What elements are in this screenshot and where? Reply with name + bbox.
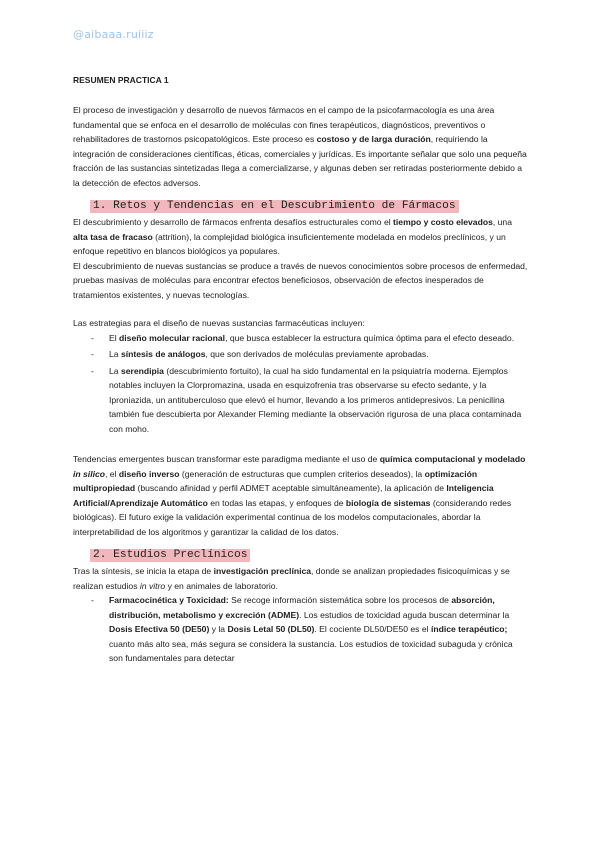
- document-page: [73, 75, 528, 668]
- section-1-paragraph-4: Tendencias emergentes buscan transformar este paradigma mediante el uso de química computacional y modelado in silico, el diseño inverso (generación de estructuras que cumplen criterios deseados), la optimización multipropiedad (buscando afinidad y perfil ADMET aceptable simultáneamente), la aplicación de Inteligencia Artificial/Aprendizaje Automático en todas las etapas, y enfoques de biología de sistemas (considerando redes biológicas). El futuro exige la validación experimental continua de los modelos computacionales, abordar la interpretabilidad de los algoritmos y garantizar la calidad de los datos.: [73, 454, 526, 537]
- document-title: RESUMEN PRACTICA 1: [73, 75, 169, 85]
- section-2-paragraph-1: Tras la síntesis, se inicia la etapa de investigación preclínica, donde se analizan propiedades fisicoquímicas y se realizan estudios in vitro y en animales de laboratorio.: [73, 566, 510, 591]
- strategies-list: [73, 331, 528, 437]
- section-1-paragraph-2: El descubrimiento de nuevas sustancias se produce a través de nuevos conocimientos sobre procesos de enfermedad, pruebas masivas de moléculas para encontrar efectos beneficiosos, observación de efectos inesperados de tratamientos existentes, y nuevas tecnologías.: [73, 260, 528, 300]
- section-2-heading: 2. Estudios Preclínicos: [90, 549, 250, 562]
- watermark: @aibaaa.ruiiiz: [73, 28, 154, 41]
- section-1-heading: 1. Retos y Tendencias en el Descubrimiento de Fármacos: [90, 200, 459, 213]
- section-1-paragraph-3: Las estrategias para el diseño de nuevas sustancias farmacéuticas incluyen:: [73, 318, 365, 328]
- section-1-paragraph-1: El descubrimiento y desarrollo de fármacos enfrenta desafíos estructurales como el tiempo y costo elevados, una alta tasa de fracaso (attrition), la complejidad biológica insuficientemente modelada en modelos preclínicos, y un enfoque repetitivo en blancos biológicos ya populares.: [73, 217, 512, 256]
- list-item: - La serendipia (descubrimiento fortuito), la cual ha sido fundamental en la psiquiatría moderna. Ejemplos notables incluyen la Clorpromazina, usada en esquizofrenia tras observarse su efecto sedante, y la Iproniazida, un antituberculoso que elevó el humor, llevando a los primeros antidepresivos. La penicilina también fue descubierta por Alexander Fleming mediante la observación rigurosa de una placa contaminada con moho.: [109, 364, 528, 437]
- preclinical-list: [73, 593, 528, 666]
- list-item: - La síntesis de análogos, que son derivados de moléculas previamente aprobadas.: [109, 347, 528, 362]
- intro-paragraph: El proceso de investigación y desarrollo de nuevos fármacos en el campo de la psicofarmacología es una área fundamental que se enfoca en el desarrollo de moléculas con fines terapéuticos, diagnósticos, preventivos o rehabilitadores de trastornos psicopatológicos. Este proceso es costoso y de larga duración, requiriendo la integración de consideraciones científicas, éticas, comerciales y jurídicas. Es importante señalar que solo una pequeña fracción de las sustancias sintetizadas llega a comercializarse, y algunas deben ser retiradas posteriormente debido a la detección de efectos adversos.: [73, 105, 527, 188]
- list-item: - El diseño molecular racional, que busca establecer la estructura química óptima para el efecto deseado.: [109, 331, 528, 346]
- list-item: - Farmacocinética y Toxicidad: Se recoge información sistemática sobre los procesos de absorción, distribución, metabolismo y excreción (ADME). Los estudios de toxicidad aguda buscan determinar la Dosis Efectiva 50 (DE50) y la Dosis Letal 50 (DL50). El cociente DL50/DE50 es el índice terapéutico; cuanto más alto sea, más segura se considera la sustancia. Los estudios de toxicidad subaguda y crónica son fundamentales para detectar: [109, 593, 528, 666]
